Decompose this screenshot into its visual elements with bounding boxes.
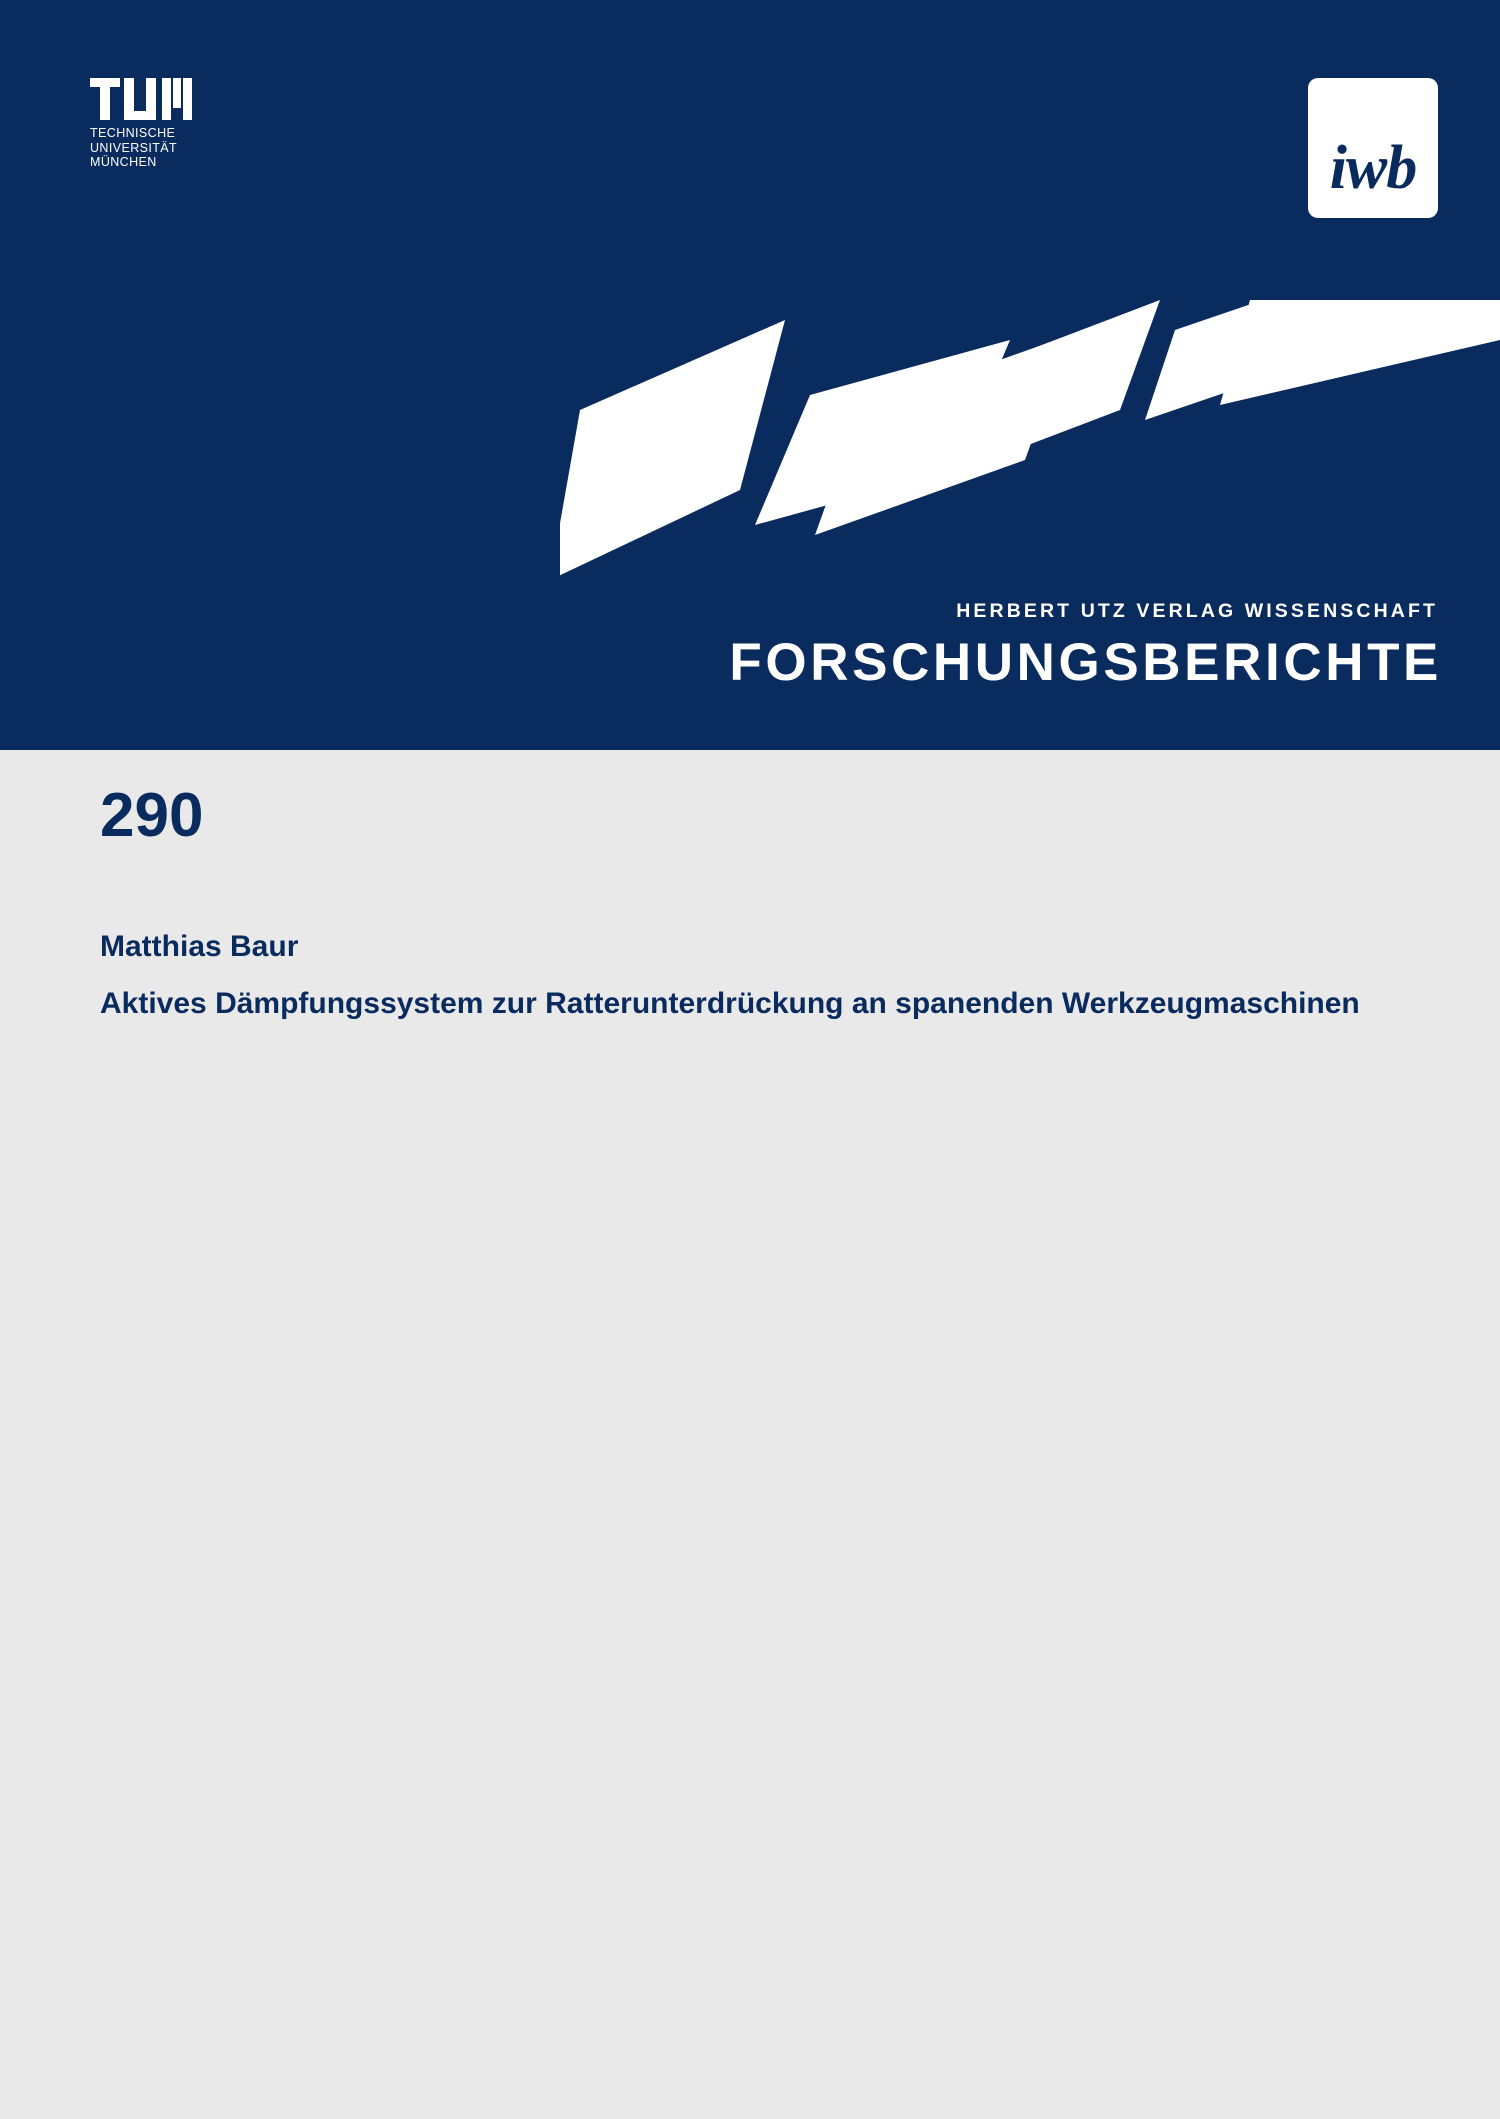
- series-title: FORSCHUNGSBERICHTE: [729, 633, 1442, 692]
- book-title: Aktives Dämpfungssystem zur Ratterunterdrückung an spanenden Werkzeugmaschinen: [100, 987, 1360, 1020]
- iwb-logo: [1308, 78, 1438, 218]
- tum-subtitle: TECHNISCHE UNIVERSITÄT MÜNCHEN: [90, 126, 178, 169]
- author-name: Matthias Baur: [100, 930, 299, 963]
- publisher-name: HERBERT UTZ VERLAG WISSENSCHAFT: [956, 600, 1438, 622]
- tum-wordmark-icon: [90, 78, 202, 120]
- volume-number: 290: [100, 781, 204, 850]
- cover-header-band: [0, 0, 1500, 750]
- iwb-logo-label: iwb: [1329, 134, 1417, 202]
- tum-logo: [90, 78, 220, 170]
- parallelogram-decoration-icon: [560, 300, 1500, 600]
